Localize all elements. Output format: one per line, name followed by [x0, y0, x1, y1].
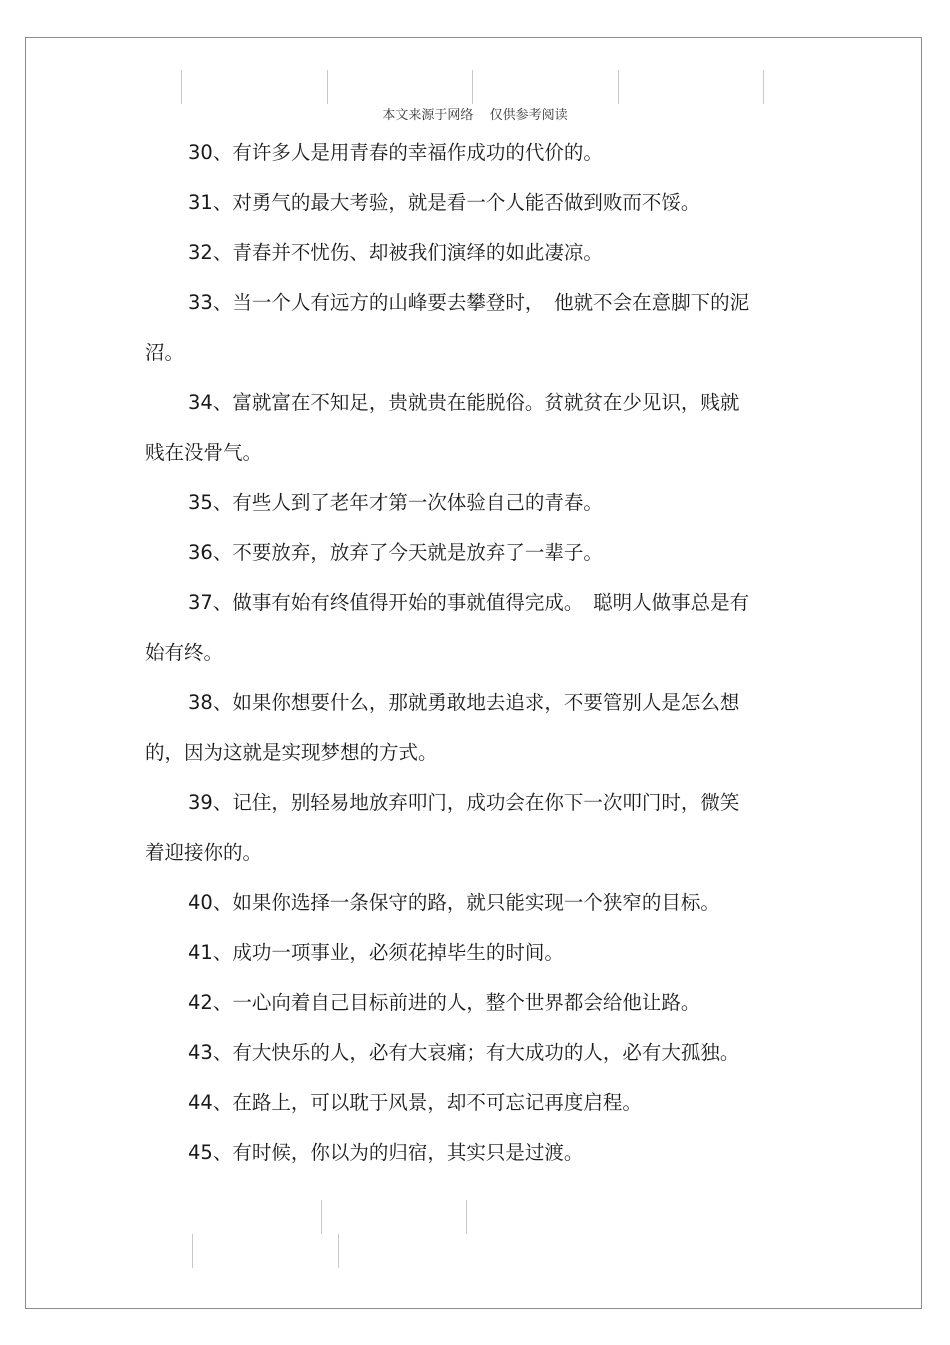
- quote-list: [145, 128, 805, 1178]
- divider-line: [192, 1234, 193, 1268]
- quote-line: 30、有许多人是用青春的幸福作成功的代价的。: [188, 141, 603, 164]
- page-header: [0, 104, 950, 123]
- divider-line: [472, 70, 473, 104]
- quote-line: 44、在路上，可以耽于风景，却不可忘记再度启程。: [188, 1091, 642, 1114]
- quote-line: 沼。: [145, 341, 185, 364]
- quote-line: 贱在没骨气。: [145, 441, 263, 464]
- divider-line: [618, 70, 619, 104]
- quote-line: 45、有时候，你以为的归宿，其实只是过渡。: [188, 1141, 584, 1164]
- divider-line: [466, 1200, 467, 1234]
- quote-line: 38、如果你想要什么，那就勇敢地去追求，不要管别人是怎么想: [188, 691, 740, 714]
- quote-line: 37、做事有始有终值得开始的事就值得完成。 聪明人做事总是有: [188, 591, 750, 614]
- quote-line: 32、青春并不忧伤、却被我们演绎的如此凄凉。: [188, 241, 603, 264]
- divider-line: [763, 70, 764, 104]
- quote-line: 着迎接你的。: [145, 841, 263, 864]
- quote-line: 33、当一个人有远方的山峰要去攀登时， 他就不会在意脚下的泥: [188, 291, 750, 314]
- quote-line: 35、有些人到了老年才第一次体验自己的青春。: [188, 491, 603, 514]
- header-source-text: 本文来源于网络: [382, 108, 474, 123]
- quote-line: 39、记住，别轻易地放弃叩门，成功会在你下一次叩门时，微笑: [188, 791, 740, 814]
- quote-line: 36、不要放弃，放弃了今天就是放弃了一辈子。: [188, 541, 603, 564]
- quote-line: 的，因为这就是实现梦想的方式。: [145, 741, 438, 764]
- quote-line: 31、对勇气的最大考验，就是看一个人能否做到败而不馁。: [188, 191, 701, 214]
- quote-line: 42、一心向着自己目标前进的人，整个世界都会给他让路。: [188, 991, 701, 1014]
- quote-line: 41、成功一项事业，必须花掉毕生的时间。: [188, 941, 564, 964]
- header-reference-text: 仅供参考阅读: [489, 108, 568, 123]
- quote-line: 始有终。: [145, 641, 224, 664]
- divider-line: [327, 70, 328, 104]
- quote-line: 34、富就富在不知足，贵就贵在能脱俗。贫就贫在少见识，贱就: [188, 391, 740, 414]
- divider-line: [181, 70, 182, 104]
- divider-line: [321, 1200, 322, 1234]
- quote-line: 40、如果你选择一条保守的路，就只能实现一个狭窄的目标。: [188, 891, 720, 914]
- divider-line: [338, 1234, 339, 1268]
- quote-line: 43、有大快乐的人，必有大哀痛；有大成功的人，必有大孤独。: [188, 1041, 740, 1064]
